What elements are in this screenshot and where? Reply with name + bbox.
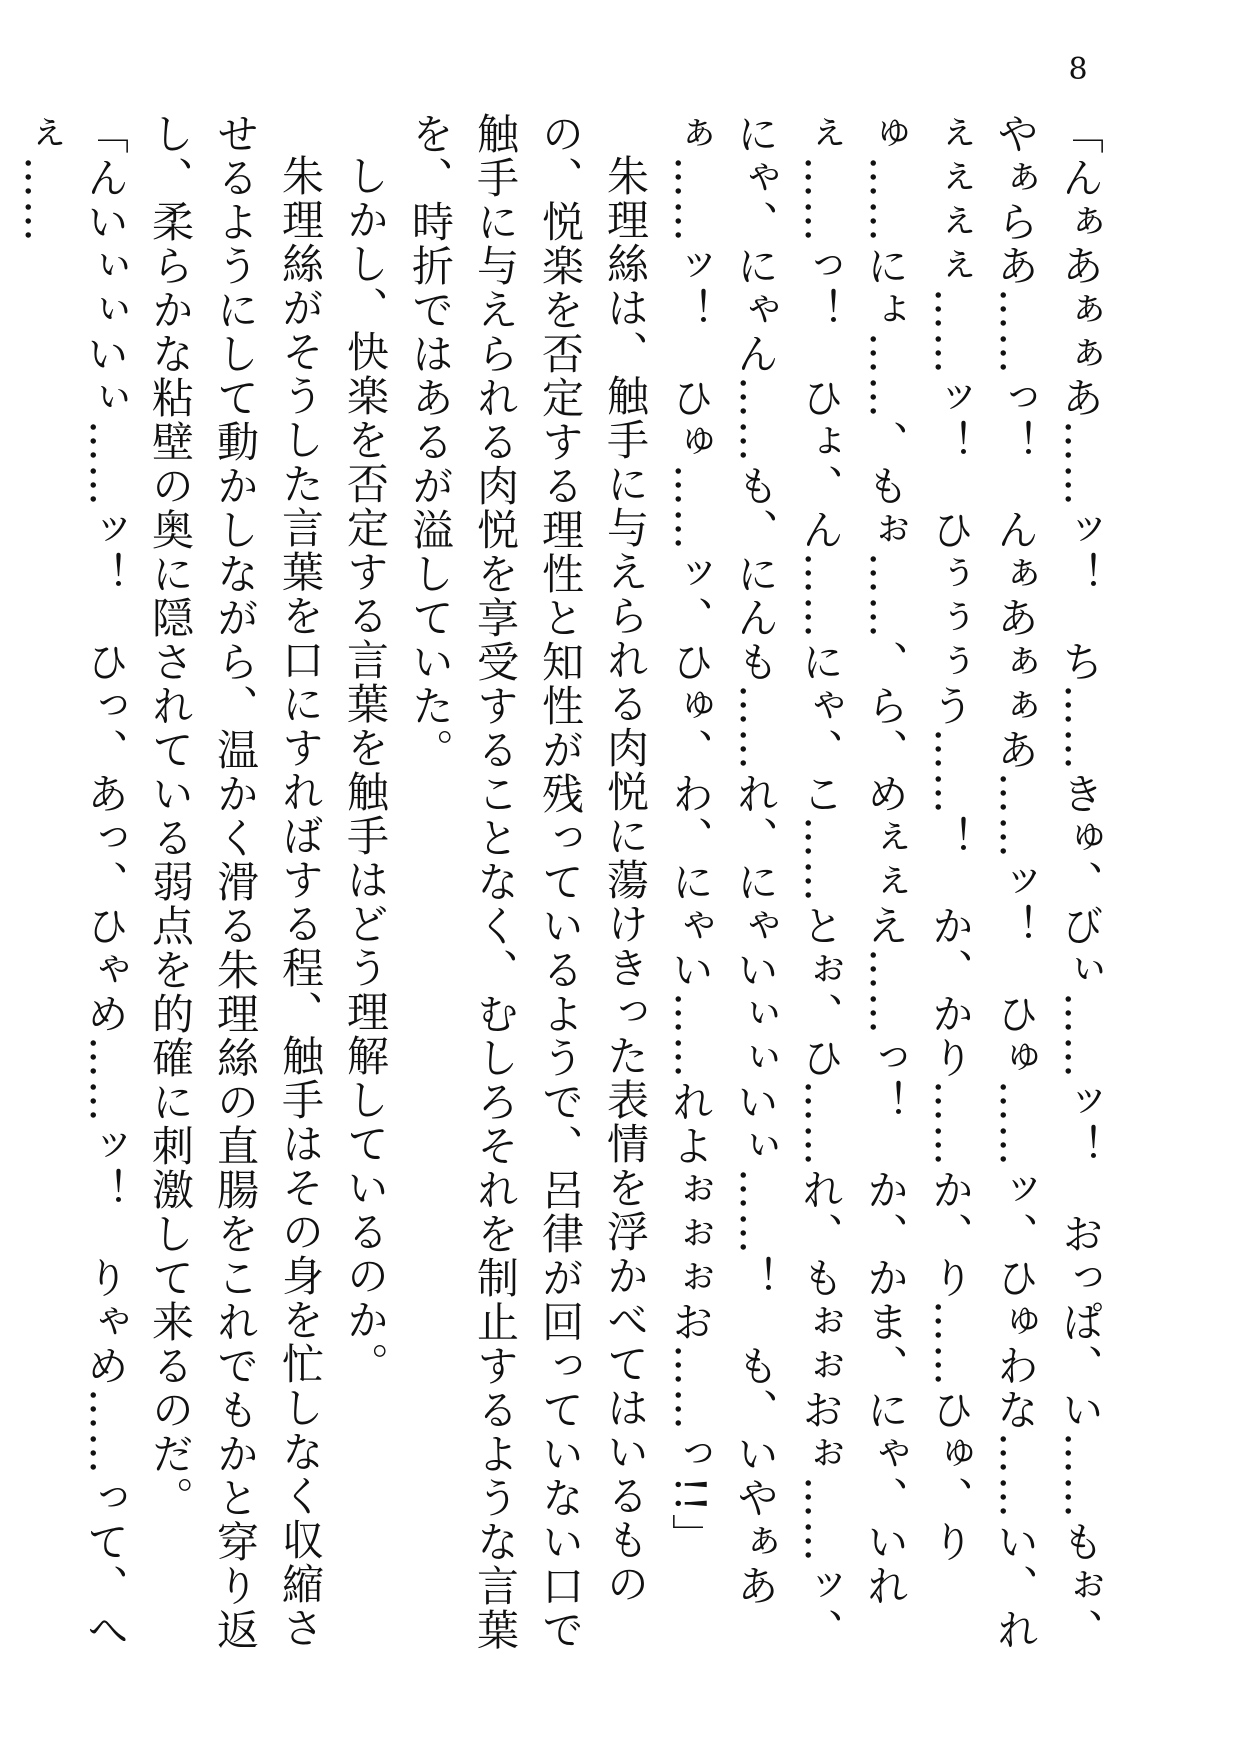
paragraph-narration-3: 朱理絲がそうした言葉を口にすればする程、触手はその身を忙しなく収縮させるようにして動かしながら、温かく滑る朱理絲の直腸をこれでもかと穿り返し、柔らかな粘壁の奥に隠されている弱点を的確に刺激して来るのだ。 [146,112,325,1652]
body-text [16,112,1113,1672]
paragraph-narration-1: 朱理絲は、触手に与えられる肉悦に蕩けきった表情を浮かべてはいるものの、悦楽を否定する理性と知性が残っているようで、呂律が回っていない口で触手に与えられる肉悦を享受することなく、むしろそれを制止するような言葉を、時折ではあるが溢していた。 [406,112,650,1652]
paragraph-dialogue-2: 「んいぃぃいぃ……ッ！ ひっ、あっ、ひゃめ……ッ！ りゃめ……って、へぇ…… [16,112,130,1652]
paragraph-dialogue-1: 「んぁあぁぁあ……ッ！ ち……きゅ、びぃ……ッ！ おっぱ、い……もぉ、やぁらあ……っ！ んぁあぁぁあ……ッ！ ひゅ……ッ、ひゅわな……い、れぇぇぇぇ……ッ！ ひぅぅぅう……！ か、かり……か、り……ひゅ、りゅ……にょ……、もぉ……、ら、めぇぇえ……っ！ か、かま、にゃ、いれぇ……っ！ ひょ、ん……にゃ、こ……とぉ、ひ……れ、もぉぉおぉ……ッ、にゃ、にゃん……も、にんも……れ、にゃいぃぃいぃ……！ も、いやぁあぁ……ッ！ ひゅ……ッ、ひゅ、わ、にゃい……れよぉぉぉお……っ!!」 [666,112,1105,1652]
paragraph-narration-2: しかし、快楽を否定する言葉を触手はどう理解しているのか。 [341,154,390,1386]
page-number: 8 [1068,52,1088,87]
